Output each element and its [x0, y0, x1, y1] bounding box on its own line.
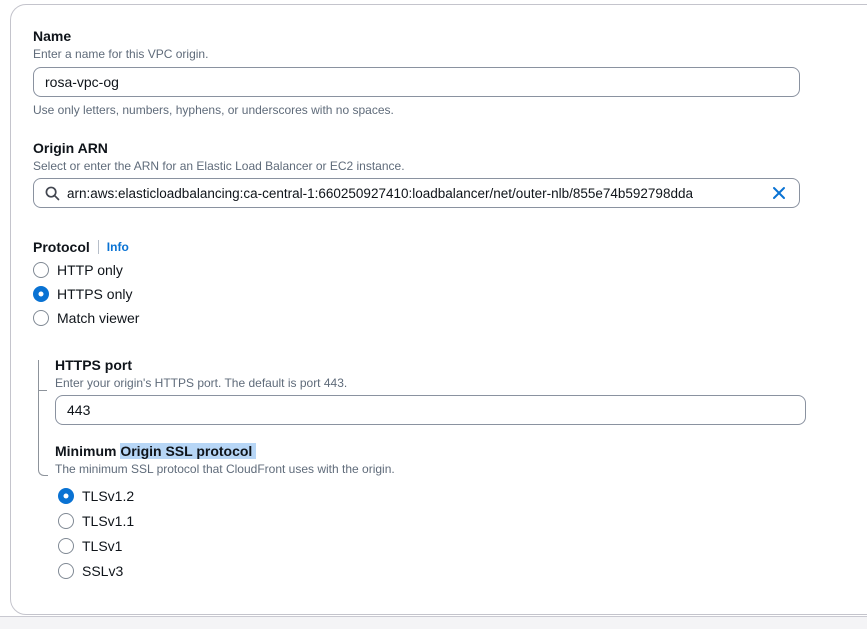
min-ssl-label-highlighted-text: Origin SSL protocol: [120, 443, 253, 459]
radio-option-tlsv1[interactable]: [58, 533, 867, 558]
highlight-trailing-space: [252, 443, 256, 459]
clear-icon[interactable]: [768, 182, 790, 204]
label-divider: [98, 240, 99, 254]
radio-button[interactable]: [33, 310, 49, 326]
name-description: Enter a name for this VPC origin.: [33, 47, 209, 61]
min-ssl-label-prefix: Minimum: [55, 443, 121, 459]
name-field-group: [33, 27, 867, 118]
radio-option-sslv3[interactable]: [58, 558, 867, 583]
radio-option-label: HTTPS only: [57, 286, 133, 302]
radio-option-https-only[interactable]: [33, 282, 867, 306]
origin-arn-description: Select or enter the ARN for an Elastic Load Balancer or EC2 instance.: [33, 159, 405, 173]
vpc-origin-form-card: [10, 4, 867, 615]
name-constraint-text: Use only letters, numbers, hyphens, or underscores with no spaces.: [33, 103, 394, 117]
name-label: Name: [33, 28, 72, 44]
radio-option-label: SSLv3: [82, 562, 124, 579]
radio-button[interactable]: [33, 286, 49, 302]
radio-option-tlsv1-1[interactable]: [58, 508, 867, 533]
radio-option-match-viewer[interactable]: [33, 306, 867, 330]
https-sub-section: [33, 356, 867, 583]
footer-divider-strip: [0, 616, 867, 629]
radio-button[interactable]: [58, 488, 74, 504]
radio-option-label: HTTP only: [57, 262, 123, 278]
https-port-field-group: [55, 356, 867, 425]
radio-option-http-only[interactable]: [33, 258, 867, 282]
protocol-info-link[interactable]: Info: [106, 240, 129, 254]
radio-button[interactable]: [33, 262, 49, 278]
origin-arn-input[interactable]: [67, 186, 768, 201]
radio-option-label: Match viewer: [57, 310, 140, 326]
radio-option-tlsv1-2[interactable]: [58, 483, 867, 508]
https-port-description: Enter your origin's HTTPS port. The default is port 443.: [55, 376, 348, 390]
tree-connector-tick: [38, 390, 47, 391]
min-ssl-label: [55, 442, 867, 460]
name-input[interactable]: [33, 67, 800, 97]
search-icon: [45, 186, 60, 201]
origin-arn-field-group: [33, 139, 867, 208]
https-port-input[interactable]: [55, 395, 806, 425]
radio-button[interactable]: [58, 563, 74, 579]
protocol-field-group: [33, 238, 867, 330]
min-ssl-description: The minimum SSL protocol that CloudFront uses with the origin.: [55, 462, 395, 476]
min-ssl-radio-group: [55, 483, 867, 583]
origin-arn-search-box[interactable]: [33, 178, 800, 208]
protocol-radio-group: [33, 258, 867, 330]
radio-option-label: TLSv1.2: [82, 487, 135, 504]
radio-option-label: TLSv1: [82, 537, 123, 554]
radio-button[interactable]: [58, 513, 74, 529]
protocol-label-row: [33, 238, 867, 256]
origin-arn-label: Origin ARN: [33, 140, 108, 156]
min-ssl-field-group: [55, 442, 867, 583]
https-port-label: HTTPS port: [55, 357, 132, 373]
radio-button[interactable]: [58, 538, 74, 554]
tree-connector-line: [38, 360, 48, 476]
radio-option-label: TLSv1.1: [82, 512, 135, 529]
protocol-label: Protocol: [33, 239, 90, 255]
